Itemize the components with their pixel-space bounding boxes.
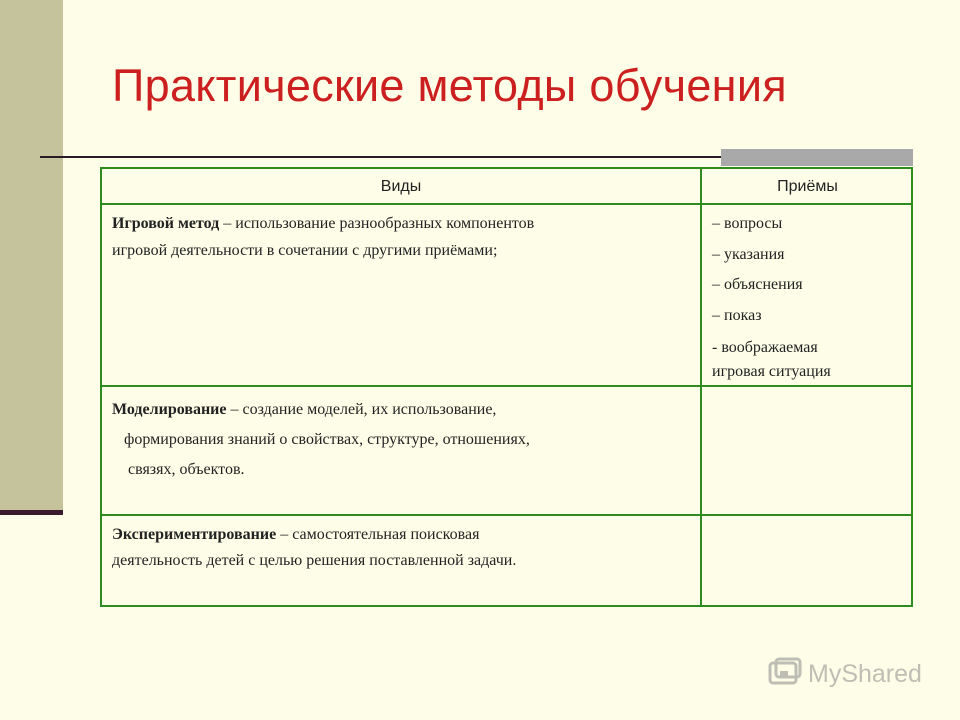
slide-title: Практические методы обучения (112, 60, 787, 111)
row-line: формирования знаний о свойствах, структуре, отношениях, (124, 431, 530, 448)
column-divider (700, 169, 702, 605)
method-term: Экспериментирование (112, 526, 277, 543)
method-desc: – самостоятельная поисковая (276, 526, 480, 543)
method-term: Игровой метод (112, 215, 220, 232)
row-divider (102, 514, 911, 516)
row-divider (102, 385, 911, 387)
header-types: Виды (380, 178, 422, 195)
list-item: – указания (712, 245, 785, 263)
row-line: связях, объектов. (128, 461, 245, 478)
header-techniques: Приёмы (777, 178, 838, 195)
watermark (768, 654, 922, 694)
watermark-text: MyShared (808, 659, 922, 688)
row-line: деятельность детей с целью решения поставленной задачи. (112, 552, 517, 569)
list-item: – показ (712, 306, 762, 324)
list-item: – объяснения (712, 276, 803, 293)
left-decor-line (0, 510, 63, 515)
row-line: игровой деятельности в сочетании с другими приёмами; (112, 242, 498, 259)
myshared-logo-icon (768, 657, 802, 692)
method-desc: – использование разнообразных компонентов (219, 215, 535, 232)
method-term: Моделирование (112, 401, 227, 418)
table-row (112, 395, 697, 485)
list-item: – вопросы (712, 215, 783, 232)
row-line (112, 395, 697, 425)
techniques-list (712, 209, 912, 383)
row-line (112, 522, 697, 548)
list-item: игровая ситуация (712, 363, 831, 380)
left-decor-band (0, 0, 63, 512)
title-underline (40, 156, 730, 158)
table-row (112, 522, 697, 574)
methods-table (100, 167, 913, 607)
row-line (112, 210, 697, 237)
decor-gray-bar (721, 149, 913, 166)
list-item: - воображаемая (712, 339, 818, 356)
method-desc: – создание моделей, их использование, (226, 401, 497, 418)
table-row (112, 210, 697, 264)
